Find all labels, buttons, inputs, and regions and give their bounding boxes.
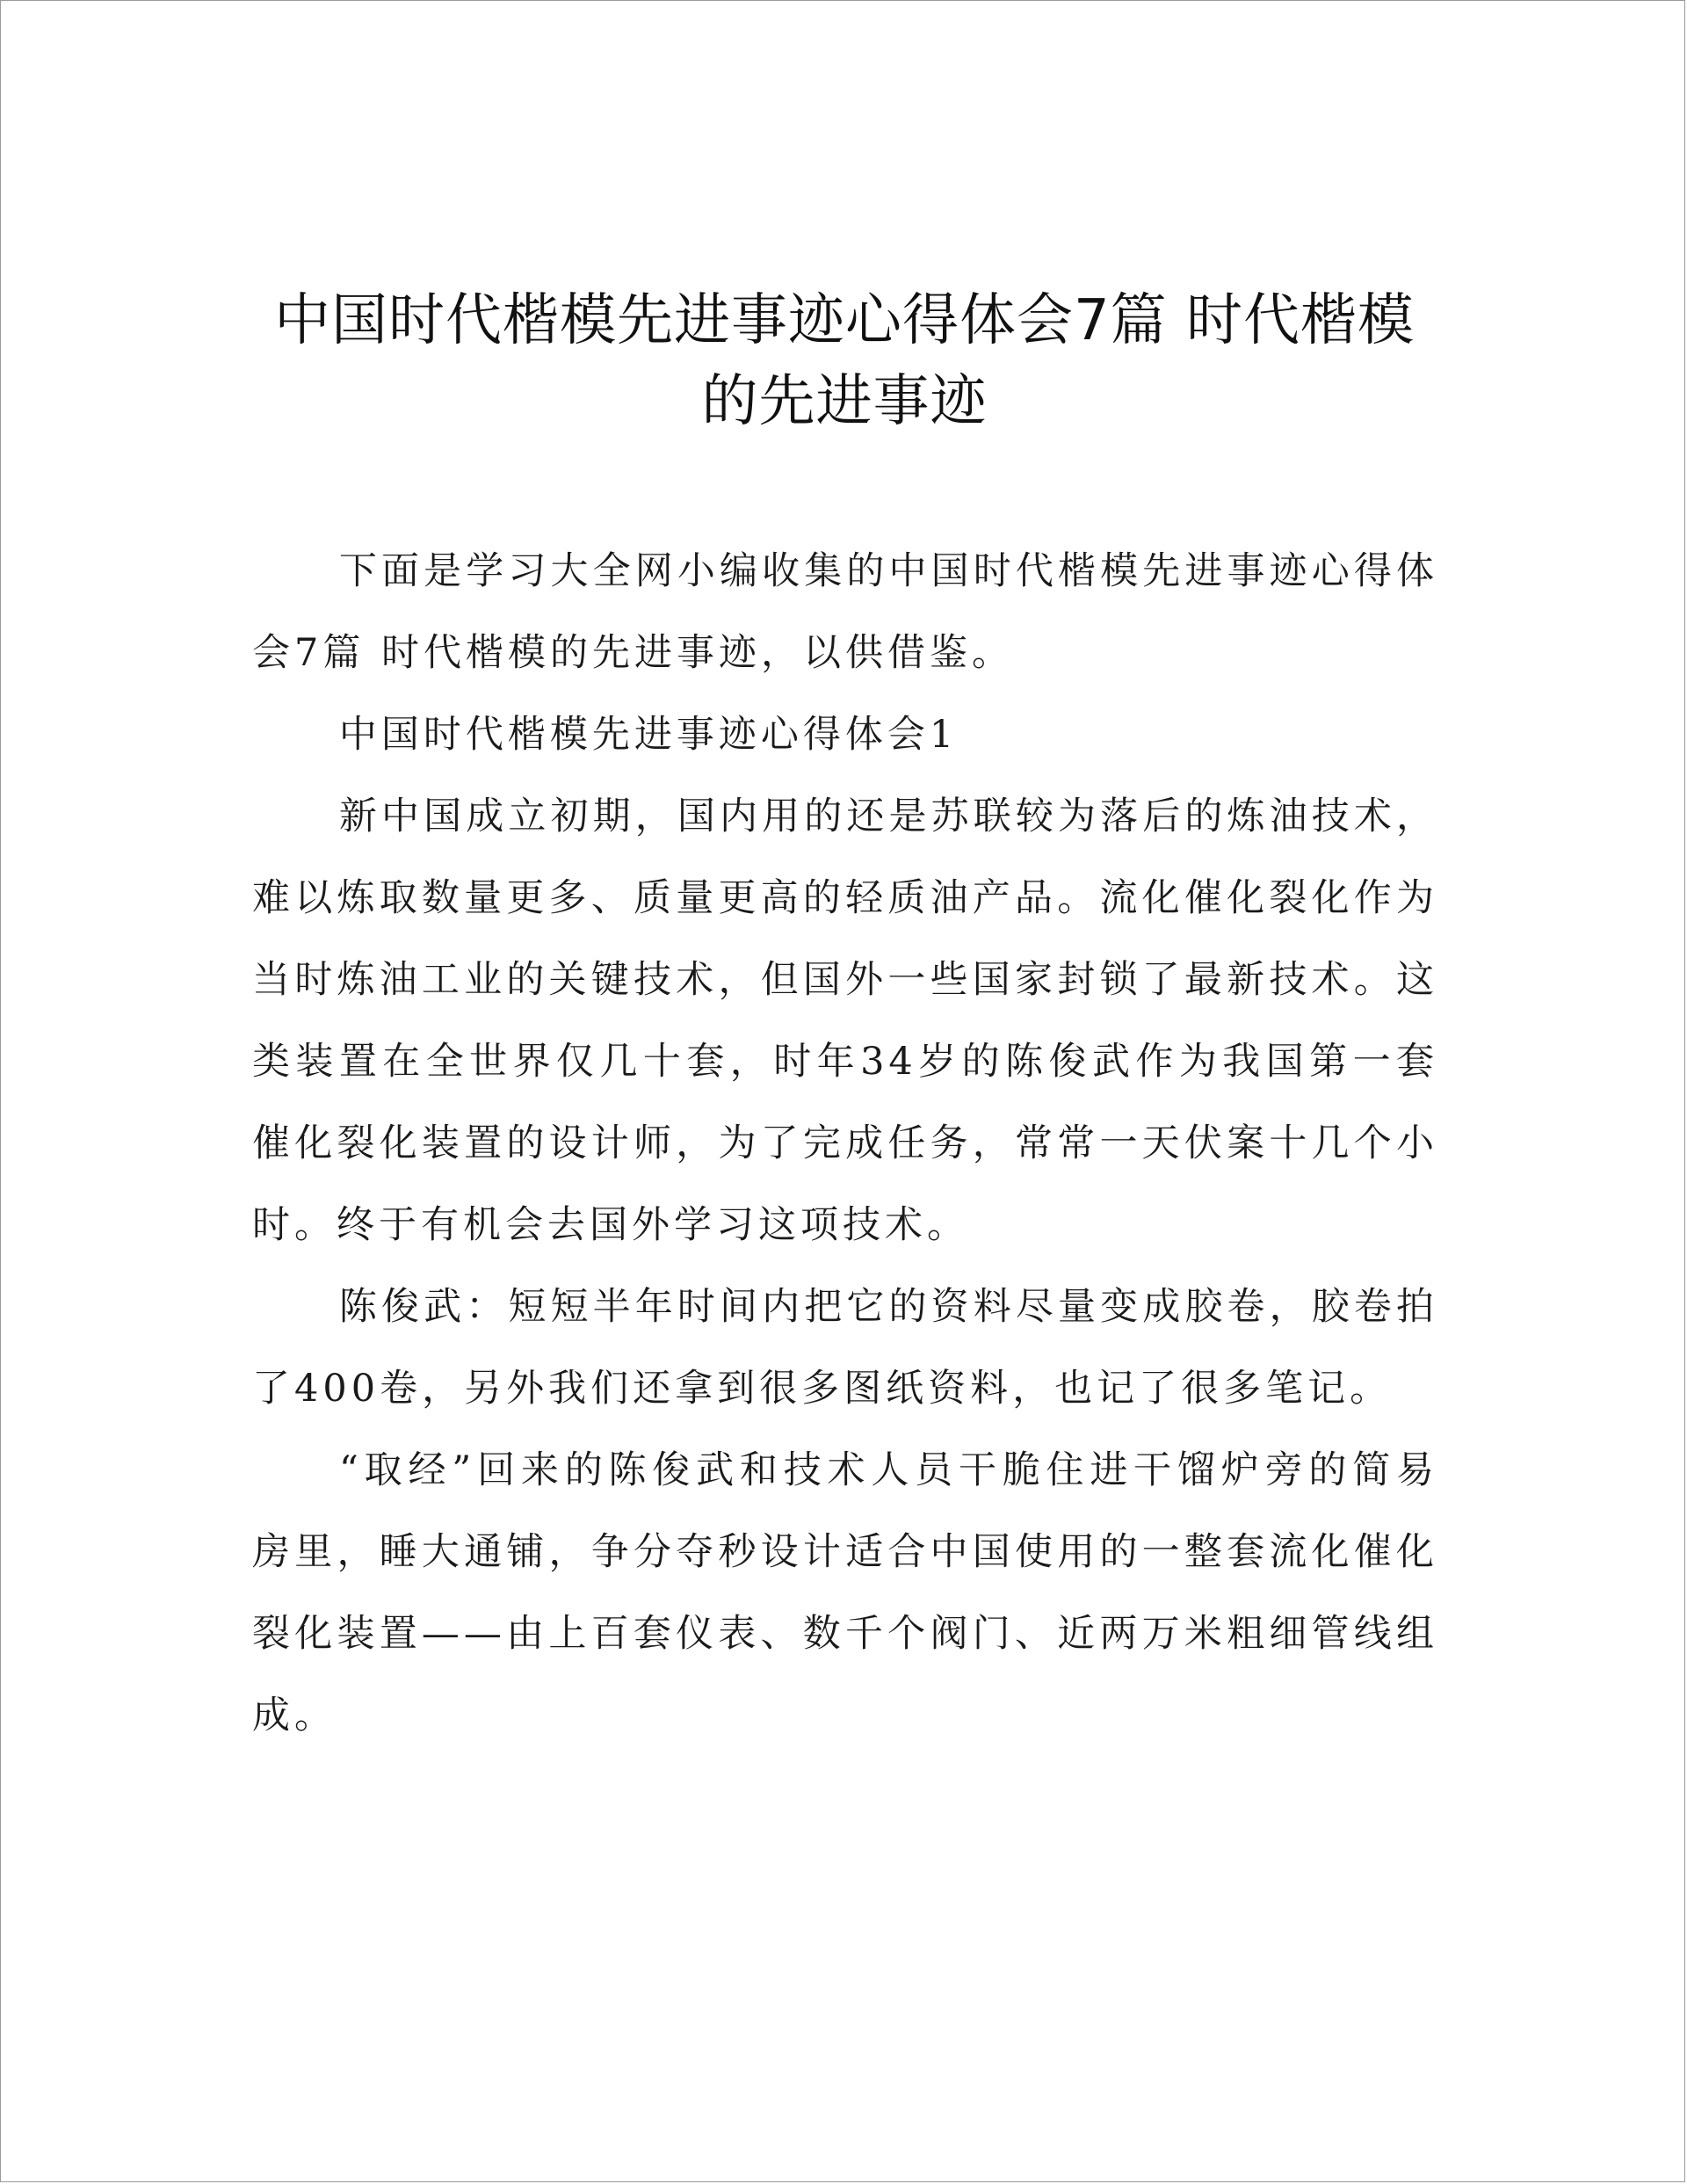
paragraph-design: “取经”回来的陈俊武和技术人员干脆住进干馏炉旁的简易房里，睡大通铺，争分夺秒设计适合中国使用的一整套流化催化裂化装置——由上百套仪表、数千个阀门、近两万米粗细管线组成。: [252, 1448, 1438, 1738]
document-title: 中国时代楷模先进事迹心得体会7篇 时代楷模的先进事迹: [273, 288, 1415, 434]
paragraph-background: 新中国成立初期，国内用的还是苏联较为落后的炼油技术，难以炼取数量更多、质量更高的轻质油产品。流化催化裂化作为当时炼油工业的关键技术，但国外一些国家封锁了最新技术。这类装置在全世界仅几十套，时年34岁的陈俊武作为我国第一套催化裂化装置的设计师，为了完成任务，常常一天伏案十几个小时。终于有机会去国外学习这项技术。: [252, 795, 1438, 1247]
document-body: [252, 531, 1438, 1757]
paragraph-intro: 下面是学习大全网小编收集的中国时代楷模先进事迹心得体会7篇 时代楷模的先进事迹，以供借鉴。: [252, 549, 1438, 675]
paragraph-quote: 陈俊武：短短半年时间内把它的资料尽量变成胶卷，胶卷拍了400卷，另外我们还拿到很多图纸资料，也记了很多笔记。: [252, 1285, 1438, 1411]
section-heading-1: 中国时代楷模先进事迹心得体会1: [338, 713, 959, 757]
